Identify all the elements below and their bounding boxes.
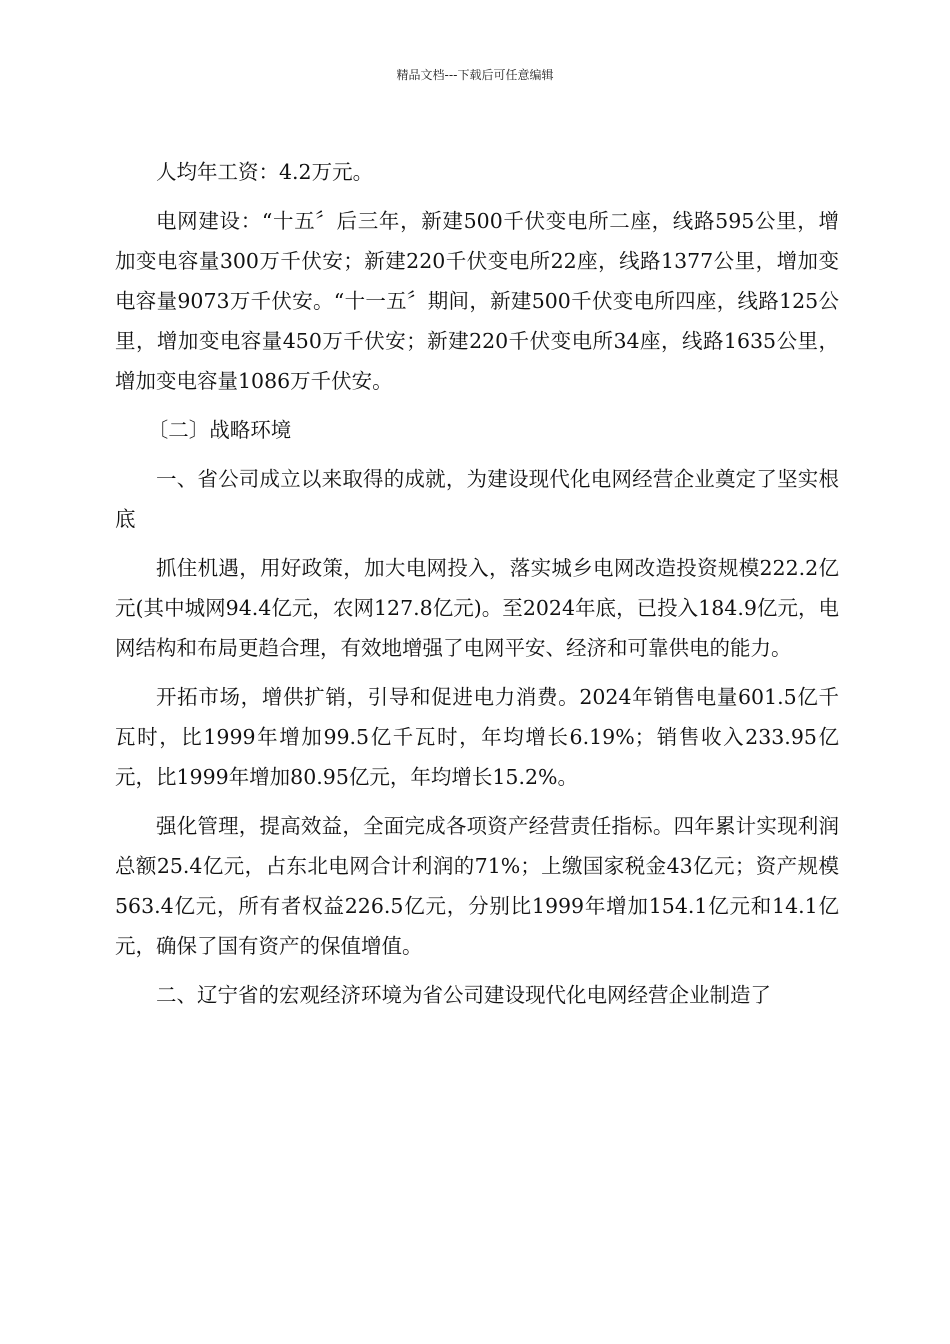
section-heading-strategic-environment: 〔二〕战略环境 <box>147 418 292 442</box>
paragraph-market: 开拓市场，增供扩销，引导和促进电力消费。2024年销售电量601.5亿千瓦时，比1999年增加99.5亿千瓦时，年均增长6.19%；销售收入233.95亿元，比1999年增加80.95亿元，年均增长15.2%。 <box>115 685 839 789</box>
paragraph-achievements-heading: 一、省公司成立以来取得的成就，为建设现代化电网经营企业奠定了坚实根底 <box>115 467 839 531</box>
paragraph-macro-environment: 二、辽宁省的宏观经济环境为省公司建设现代化电网经营企业制造了 <box>156 983 771 1007</box>
paragraph-management: 强化管理，提高效益，全面完成各项资产经营责任指标。四年累计实现利润总额25.4亿元，占东北电网合计利润的71%；上缴国家税金43亿元；资产规模563.4亿元，所有者权益226.5亿元，分别比1999年增加154.1亿元和14.1亿元，确保了国有资产的保值增值。 <box>115 814 839 958</box>
paragraph-grid-construction: 电网建设：“十五〞后三年，新建500千伏变电所二座，线路595公里，增加变电容量300万千伏安；新建220千伏变电所22座，线路1377公里，增加变电容量9073万千伏安。“十一五〞期间，新建500千伏变电所四座，线路125公里，增加变电容量450万千伏安；新建220千伏变电所34座，线路1635公里，增加变电容量1086万千伏安。 <box>115 209 839 393</box>
paragraph-salary: 人均年工资：4.2万元。 <box>156 160 374 184</box>
page-header: 精品文档---下载后可任意编辑 <box>396 68 554 82</box>
paragraph-investment: 抓住机遇，用好政策，加大电网投入，落实城乡电网改造投资规模222.2亿元(其中城网94.4亿元，农网127.8亿元)。至2024年底，已投入184.9亿元，电网结构和布局更趋合理，有效地增强了电网平安、经济和可靠供电的能力。 <box>115 556 839 660</box>
document-body <box>115 152 839 1024</box>
